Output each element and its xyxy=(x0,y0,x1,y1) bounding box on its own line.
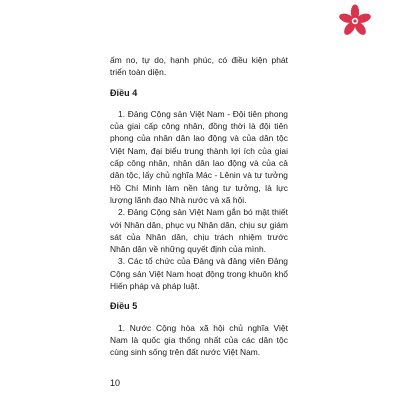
article-4-clause-1: 1. Đảng Cộng sản Việt Nam - Đội tiên phong của giai cấp công nhân, đồng thời là đội tiên phong của nhân dân lao động và của dân tộc Việt Nam, đại biểu trung thành lợi ích của giai cấp công nhân, nhân dân lao động và của cả dân tộc, lấy chủ nghĩa Mác - Lênin và tư tưởng Hồ Chí Minh làm nền tảng tư tưởng, là lực lượng lãnh đạo Nhà nước và xã hội. xyxy=(110,108,288,205)
body-text xyxy=(110,54,288,359)
page-number: 10 xyxy=(110,378,121,388)
continued-paragraph: ấm no, tự do, hạnh phúc, có điều kiện phát triển toàn diện. xyxy=(110,55,288,78)
article-4-heading: Điều 4 xyxy=(110,87,138,98)
article-5-heading: Điều 5 xyxy=(110,301,138,312)
article-4-clause-3: 3. Các tổ chức của Đảng và đảng viên Đảng Cộng sản Việt Nam hoạt động trong khuôn khổ Hiến pháp và pháp luật. xyxy=(110,256,288,292)
article-4-clause-2: 2. Đảng Cộng sản Việt Nam gắn bó mật thiết với Nhân dân, phục vụ Nhân dân, chịu sự giám sát của Nhân dân, chịu trách nhiệm trước Nhân dân về những quyết định của mình. xyxy=(110,207,288,255)
article-5-clause-1: 1. Nước Cộng hòa xã hội chủ nghĩa Việt Nam là quốc gia thống nhất của các dân tộc cùng sinh sống trên đất nước Việt Nam. xyxy=(110,322,288,358)
red-flower-icon xyxy=(338,4,372,38)
